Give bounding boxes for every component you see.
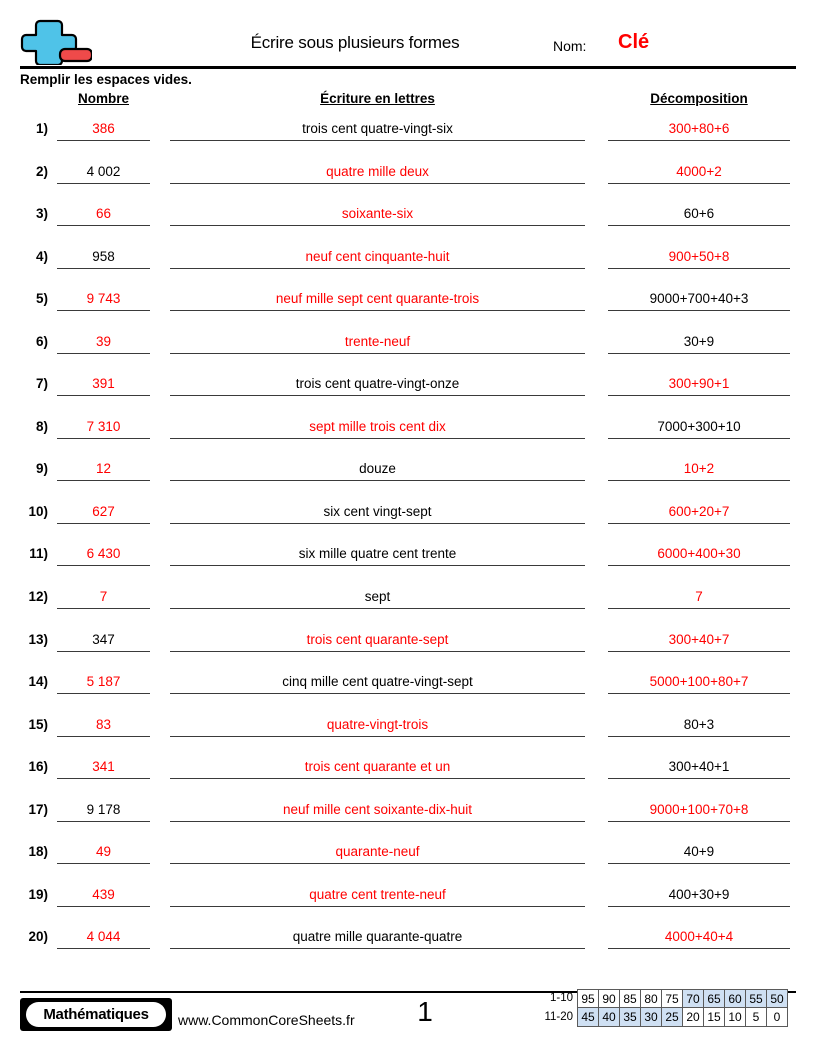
problem-row bbox=[0, 283, 816, 326]
answer-blank-lettres[interactable]: trois cent quatre-vingt-six bbox=[170, 118, 585, 141]
problem-number: 9) bbox=[35, 461, 48, 477]
website-url: www.CommonCoreSheets.fr bbox=[178, 1012, 355, 1028]
problem-row bbox=[0, 113, 816, 156]
answer-blank-lettres[interactable]: trente-neuf bbox=[170, 331, 585, 354]
problem-row bbox=[0, 624, 816, 667]
answer-blank-nombre[interactable]: 4 002 bbox=[57, 161, 150, 184]
problem-number: 15) bbox=[28, 716, 48, 732]
problem-number: 4) bbox=[35, 248, 48, 264]
problem-row bbox=[0, 496, 816, 539]
page-title: Écrire sous plusieurs formes bbox=[250, 33, 460, 52]
answer-blank-decomposition[interactable]: 5000+100+80+7 bbox=[608, 671, 790, 694]
answer-blank-lettres[interactable]: soixante-six bbox=[170, 203, 585, 226]
answer-blank-nombre[interactable]: 391 bbox=[57, 373, 150, 396]
answer-blank-lettres[interactable]: quatre mille quarante-quatre bbox=[170, 926, 585, 949]
score-scale-table bbox=[528, 989, 788, 1027]
problem-number: 16) bbox=[28, 759, 48, 775]
answer-blank-nombre[interactable]: 66 bbox=[57, 203, 150, 226]
problem-number: 2) bbox=[35, 163, 48, 179]
answer-blank-decomposition[interactable]: 900+50+8 bbox=[608, 246, 790, 269]
problem-number: 3) bbox=[35, 206, 48, 222]
problem-row bbox=[0, 709, 816, 752]
problem-number: 17) bbox=[28, 801, 48, 817]
score-scale-cell: 25 bbox=[661, 1007, 683, 1027]
answer-blank-nombre[interactable]: 49 bbox=[57, 841, 150, 864]
answer-blank-decomposition[interactable]: 300+40+1 bbox=[608, 756, 790, 779]
problem-row bbox=[0, 156, 816, 199]
answer-blank-nombre[interactable]: 39 bbox=[57, 331, 150, 354]
score-scale-cell: 35 bbox=[619, 1007, 641, 1027]
name-label: Nom: bbox=[553, 38, 587, 54]
answer-blank-decomposition[interactable]: 9000+100+70+8 bbox=[608, 799, 790, 822]
answer-blank-lettres[interactable]: quatre-vingt-trois bbox=[170, 714, 585, 737]
problem-number: 20) bbox=[28, 929, 48, 945]
problem-row bbox=[0, 453, 816, 496]
score-scale-row bbox=[528, 1008, 788, 1027]
name-value: Clé bbox=[618, 31, 650, 53]
score-scale-cell: 55 bbox=[745, 989, 767, 1008]
score-scale-cell: 60 bbox=[724, 989, 746, 1008]
score-scale-cell: 45 bbox=[577, 1007, 599, 1027]
score-scale-cell: 70 bbox=[682, 989, 704, 1008]
answer-blank-nombre[interactable]: 7 bbox=[57, 586, 150, 609]
answer-blank-nombre[interactable]: 9 743 bbox=[57, 288, 150, 311]
problem-row bbox=[0, 326, 816, 369]
answer-blank-lettres[interactable]: trois cent quatre-vingt-onze bbox=[170, 373, 585, 396]
answer-blank-decomposition[interactable]: 300+90+1 bbox=[608, 373, 790, 396]
answer-blank-decomposition[interactable]: 4000+40+4 bbox=[608, 926, 790, 949]
answer-blank-lettres[interactable]: neuf cent cinquante-huit bbox=[170, 246, 585, 269]
answer-blank-lettres[interactable]: quarante-neuf bbox=[170, 841, 585, 864]
problem-row bbox=[0, 368, 816, 411]
answer-blank-lettres[interactable]: douze bbox=[170, 458, 585, 481]
score-scale-cell: 85 bbox=[619, 989, 641, 1008]
answer-blank-nombre[interactable]: 9 178 bbox=[57, 799, 150, 822]
problem-row bbox=[0, 836, 816, 879]
answer-blank-lettres[interactable]: trois cent quarante-sept bbox=[170, 629, 585, 652]
answer-blank-nombre[interactable]: 439 bbox=[57, 884, 150, 907]
plus-minus-math-logo-icon bbox=[20, 17, 92, 65]
answer-blank-decomposition[interactable]: 600+20+7 bbox=[608, 501, 790, 524]
answer-blank-nombre[interactable]: 341 bbox=[57, 756, 150, 779]
problem-number: 5) bbox=[35, 291, 48, 307]
answer-blank-lettres[interactable]: sept mille trois cent dix bbox=[170, 416, 585, 439]
problem-number: 1) bbox=[35, 121, 48, 136]
problem-row bbox=[0, 666, 816, 709]
score-scale-row bbox=[528, 989, 788, 1008]
score-scale-range-label: 1-10 bbox=[549, 992, 573, 1004]
score-scale-cell: 20 bbox=[682, 1007, 704, 1027]
problem-number: 14) bbox=[28, 674, 48, 690]
score-scale-cell: 40 bbox=[598, 1007, 620, 1027]
answer-blank-nombre[interactable]: 12 bbox=[57, 458, 150, 481]
score-scale-cell: 65 bbox=[703, 989, 725, 1008]
answer-blank-nombre[interactable]: 83 bbox=[57, 714, 150, 737]
brand-logo bbox=[20, 998, 172, 1031]
answer-blank-nombre[interactable]: 958 bbox=[57, 246, 150, 269]
answer-blank-decomposition[interactable]: 60+6 bbox=[608, 203, 790, 226]
answer-blank-lettres[interactable]: quatre cent trente-neuf bbox=[170, 884, 585, 907]
problem-row bbox=[0, 794, 816, 837]
answer-blank-lettres[interactable]: six mille quatre cent trente bbox=[170, 543, 585, 566]
problem-number: 13) bbox=[28, 631, 48, 647]
problem-row bbox=[0, 538, 816, 581]
answer-blank-decomposition[interactable]: 6000+400+30 bbox=[608, 543, 790, 566]
column-header-nombre: Nombre bbox=[77, 91, 129, 106]
problem-row bbox=[0, 241, 816, 284]
answer-blank-decomposition[interactable]: 10+2 bbox=[608, 458, 790, 481]
header-divider bbox=[20, 66, 796, 69]
answer-blank-decomposition[interactable]: 30+9 bbox=[608, 331, 790, 354]
instructions-text: Remplir les espaces vides. bbox=[20, 72, 192, 87]
answer-blank-nombre[interactable]: 6 430 bbox=[57, 543, 150, 566]
answer-blank-lettres[interactable]: six cent vingt-sept bbox=[170, 501, 585, 524]
answer-blank-nombre[interactable]: 4 044 bbox=[57, 926, 150, 949]
problem-number: 10) bbox=[28, 503, 48, 519]
answer-blank-decomposition[interactable]: 300+80+6 bbox=[608, 118, 790, 141]
answer-blank-lettres[interactable]: neuf mille sept cent quarante-trois bbox=[170, 288, 585, 311]
answer-blank-nombre[interactable]: 627 bbox=[57, 501, 150, 524]
answer-blank-decomposition[interactable]: 9000+700+40+3 bbox=[608, 288, 790, 311]
answer-blank-decomposition[interactable]: 400+30+9 bbox=[608, 884, 790, 907]
problem-number: 12) bbox=[28, 589, 48, 605]
answer-blank-decomposition[interactable]: 7000+300+10 bbox=[608, 416, 790, 439]
score-scale-cell: 30 bbox=[640, 1007, 662, 1027]
brand-label: Mathématiques bbox=[26, 1002, 166, 1027]
column-header-decomposition: Décomposition bbox=[650, 91, 748, 106]
answer-blank-decomposition[interactable]: 7 bbox=[608, 586, 790, 609]
answer-blank-decomposition[interactable]: 80+3 bbox=[608, 714, 790, 737]
problem-number: 18) bbox=[28, 844, 48, 860]
answer-blank-decomposition[interactable]: 4000+2 bbox=[608, 161, 790, 184]
problem-number: 19) bbox=[28, 886, 48, 902]
answer-blank-decomposition[interactable]: 40+9 bbox=[608, 841, 790, 864]
score-scale-cell: 5 bbox=[745, 1007, 767, 1027]
score-scale-range-label: 11-20 bbox=[544, 1011, 573, 1023]
problem-number: 11) bbox=[29, 546, 48, 562]
answer-blank-nombre[interactable]: 7 310 bbox=[57, 416, 150, 439]
problem-row bbox=[0, 411, 816, 454]
score-scale-cell: 0 bbox=[766, 1007, 788, 1027]
page-number: 1 bbox=[417, 996, 433, 1027]
score-scale-cell: 50 bbox=[766, 989, 788, 1008]
answer-blank-lettres[interactable]: cinq mille cent quatre-vingt-sept bbox=[170, 671, 585, 694]
problem-row bbox=[0, 879, 816, 922]
worksheet-header bbox=[0, 0, 816, 68]
problem-list bbox=[0, 113, 816, 964]
answer-blank-lettres[interactable]: neuf mille cent soixante-dix-huit bbox=[170, 799, 585, 822]
problem-row bbox=[0, 921, 816, 964]
answer-blank-nombre[interactable]: 5 187 bbox=[57, 671, 150, 694]
score-scale-cell: 15 bbox=[703, 1007, 725, 1027]
problem-row bbox=[0, 581, 816, 624]
problem-number: 6) bbox=[35, 333, 48, 349]
answer-blank-lettres[interactable]: trois cent quarante et un bbox=[170, 756, 585, 779]
problem-row bbox=[0, 198, 816, 241]
answer-blank-decomposition[interactable]: 300+40+7 bbox=[608, 629, 790, 652]
problem-row bbox=[0, 751, 816, 794]
score-scale-cell: 80 bbox=[640, 989, 662, 1008]
column-header-ecriture-en-lettres: Écriture en lettres bbox=[320, 91, 435, 106]
score-scale-cell: 90 bbox=[598, 989, 620, 1008]
score-scale-cell: 75 bbox=[661, 989, 683, 1008]
answer-blank-nombre[interactable]: 386 bbox=[57, 118, 150, 141]
score-scale-cell: 10 bbox=[724, 1007, 746, 1027]
answer-blank-lettres[interactable]: sept bbox=[170, 586, 585, 609]
answer-blank-lettres[interactable]: quatre mille deux bbox=[170, 161, 585, 184]
answer-blank-nombre[interactable]: 347 bbox=[57, 629, 150, 652]
problem-number: 8) bbox=[35, 418, 48, 434]
score-scale-cell: 95 bbox=[577, 989, 599, 1008]
problem-number: 7) bbox=[35, 376, 48, 392]
